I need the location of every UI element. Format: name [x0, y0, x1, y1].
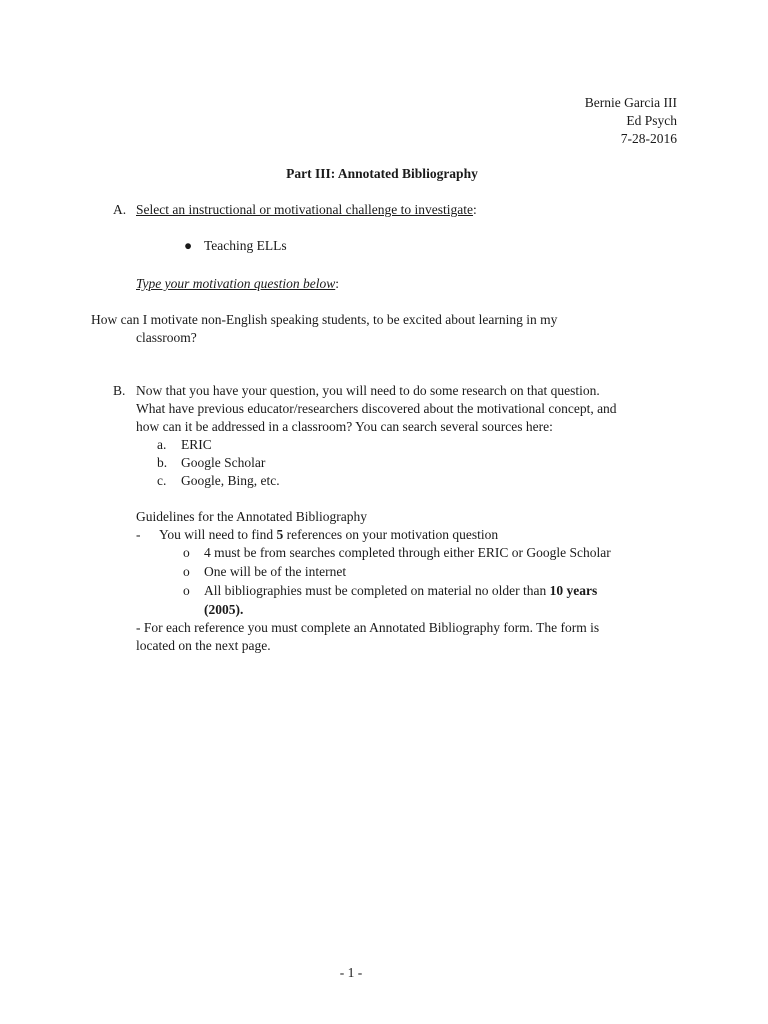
section-a-marker: A.	[113, 202, 127, 217]
subitem-marker-1: o	[183, 545, 190, 560]
question-prompt-colon: :	[335, 276, 339, 291]
guideline-dash: -	[136, 527, 141, 542]
section-b-line2: What have previous educator/researchers discovered about the motivational concept, and	[136, 401, 617, 416]
motivation-question-line1: How can I motivate non-English speaking students, to be excited about learning in my	[91, 312, 558, 327]
subitem-eric-scholar: 4 must be from searches completed through either ERIC or Google Scholar	[204, 545, 611, 560]
section-a-heading-colon: :	[473, 202, 477, 217]
course-name: Ed Psych	[626, 113, 677, 128]
guideline-references-count: 5	[276, 527, 284, 542]
subitem-age-limit	[204, 582, 597, 600]
source-marker-b: b.	[157, 455, 168, 470]
page-title: Part III: Annotated Bibliography	[286, 166, 478, 181]
subitem-marker-2: o	[183, 564, 190, 579]
source-google-scholar: Google Scholar	[181, 455, 266, 470]
subitem-age-limit-pre: All bibliographies must be completed on material no older than	[204, 583, 550, 598]
subitem-age-limit-years: 10 years	[549, 583, 598, 598]
page-number: - 1 -	[339, 965, 363, 980]
section-b-line3: how can it be addressed in a classroom? You can search several sources here:	[136, 419, 553, 434]
guideline-references-pre: You will need to find	[159, 527, 277, 542]
author-name: Bernie Garcia III	[584, 95, 677, 110]
motivation-question-line2: classroom?	[136, 330, 197, 345]
section-a-heading-text: Select an instructional or motivational challenge to investigate	[136, 202, 474, 217]
question-prompt	[136, 275, 339, 293]
document-date: 7-28-2016	[620, 131, 677, 146]
guideline-references-post: references on your motivation question	[283, 527, 499, 542]
subitem-age-limit-year: (2005).	[204, 602, 244, 617]
section-a-heading	[136, 201, 477, 219]
source-general-search: Google, Bing, etc.	[181, 473, 280, 488]
subitem-internet: One will be of the internet	[204, 564, 347, 579]
bullet-icon: ●	[184, 238, 193, 253]
guidelines-title: Guidelines for the Annotated Bibliography	[136, 509, 367, 524]
section-b-marker: B.	[113, 383, 126, 398]
source-marker-a: a.	[157, 437, 167, 452]
question-prompt-text: Type your motivation question below	[136, 276, 336, 291]
challenge-bullet: Teaching ELLs	[204, 238, 287, 253]
subitem-marker-3: o	[183, 583, 190, 598]
guideline-references	[159, 526, 498, 544]
guideline-form-line2: located on the next page.	[136, 638, 271, 653]
source-eric: ERIC	[181, 437, 212, 452]
source-marker-c: c.	[157, 473, 167, 488]
guideline-form-line1: - For each reference you must complete an Annotated Bibliography form. The form is	[136, 620, 600, 635]
section-b-line1: Now that you have your question, you will need to do some research on that question.	[136, 383, 600, 398]
